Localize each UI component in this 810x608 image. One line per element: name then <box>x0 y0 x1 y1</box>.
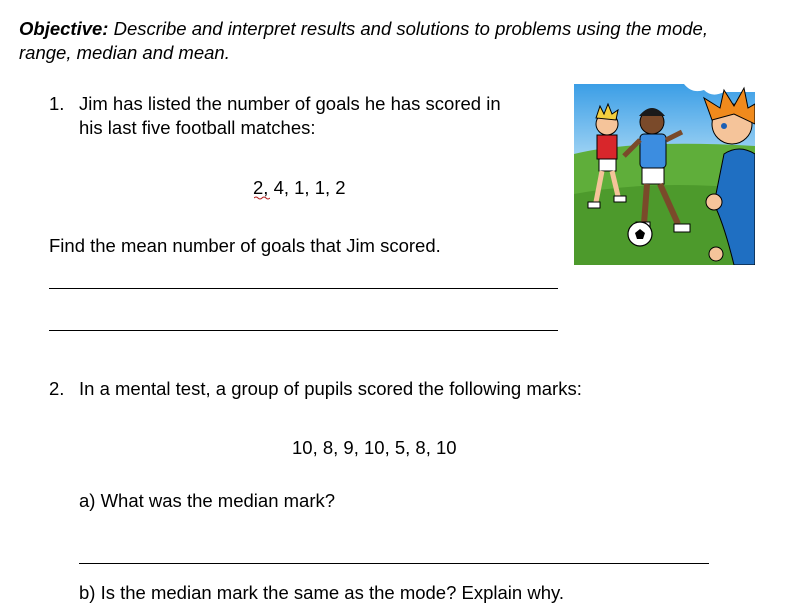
q2-text: In a mental test, a group of pupils scored the following marks: <box>79 378 582 399</box>
q2-data: 10, 8, 9, 10, 5, 8, 10 <box>292 437 457 458</box>
answer-line-2 <box>49 330 558 331</box>
football-illustration <box>574 84 755 265</box>
q1-number: 1. <box>49 93 65 114</box>
q2-number: 2. <box>49 378 65 399</box>
q1-question: Find the mean number of goals that Jim scored. <box>49 235 441 256</box>
q1-line1: Jim has listed the number of goals he has scored in <box>79 93 501 114</box>
q1-line2: his last five football matches: <box>79 117 316 138</box>
objective-text: Describe and interpret results and solutions to problems using the mode, range, median and mean. <box>19 18 708 63</box>
q1-data: 2, 4, 1, 1, 2 <box>253 177 346 198</box>
answer-line-3 <box>79 563 709 564</box>
q2-part-a: a) What was the median mark? <box>79 490 336 511</box>
answer-line-1 <box>49 288 558 289</box>
q2-part-b: b) Is the median mark the same as the mode? Explain why. <box>79 582 565 603</box>
spellcheck-squiggle <box>254 196 270 200</box>
objective <box>19 17 739 65</box>
objective-label: Objective: <box>19 18 109 39</box>
